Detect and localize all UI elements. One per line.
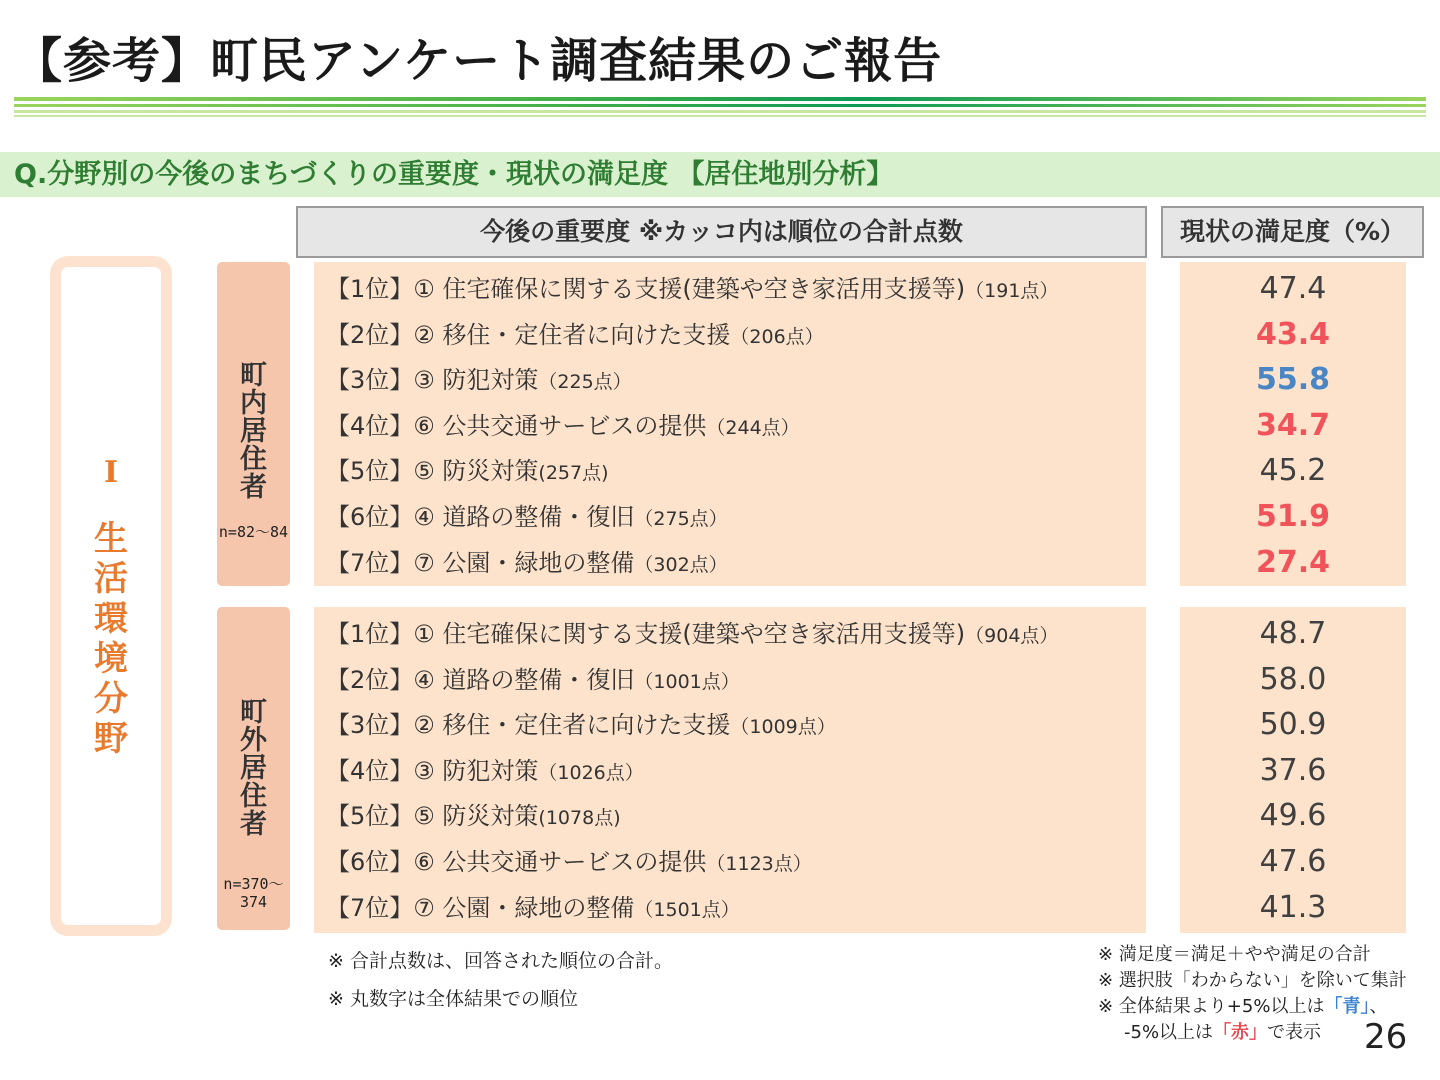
ranking-item-points: （275点） [634,508,728,530]
title-rule [14,115,1426,117]
ranking-item [326,839,812,885]
ranking-item [326,357,632,403]
group-label: 町 外 居 住 者 [240,697,267,840]
ranking-item-label: 【7位】⑦ 公園・緑地の整備 [326,548,635,577]
satisfaction-value: 41.3 [1259,889,1327,925]
title-rule [14,110,1426,113]
ranking-item-points: （1123点） [706,853,812,875]
ranking-item-label: 【3位】③ 防犯対策 [326,366,539,395]
field-label-box [50,256,172,936]
group-tab-out-of-town [217,607,290,930]
satisfaction-value: 47.4 [1259,271,1327,306]
note-exclusion: ※ 選択肢「わからない」を除いて集計 [1098,970,1407,991]
satisfaction-value: 37.6 [1259,752,1327,788]
page-number: 26 [1364,1017,1408,1057]
note-total-points: ※ 合計点数は、回答された順位の合計。 [328,950,673,972]
ranking-item [326,657,740,703]
sample-size: n=82～84 [218,523,289,541]
page-title: 【参考】町民アンケート調査結果のご報告 [14,33,943,89]
ranking-item-label: 【2位】④ 道路の整備・復旧 [326,665,635,694]
ranking-item-points: (257点) [538,462,609,485]
ranking-item-points: （244点） [706,416,800,439]
ranking-item-points: （904点） [965,625,1059,647]
satisfaction-value: 55.8 [1255,362,1331,398]
satisfaction-column-header: 現状の満足度（%） [1161,206,1424,258]
satisfaction-value: 34.7 [1255,407,1331,443]
ranking-item [326,611,1058,657]
ranking-item-points: （191点） [965,280,1059,302]
note-color-rule-2: -5%以上は「赤」で表示 [1124,1022,1322,1043]
satisfaction-value: 51.9 [1255,499,1331,534]
title-rule [14,97,1426,101]
satisfaction-value: 50.9 [1259,707,1327,743]
ranking-item [326,266,1058,312]
satisfaction-value: 43.4 [1255,316,1331,352]
ranking-item-label: 【5位】⑤ 防災対策 [326,802,539,831]
ranking-item-label: 【5位】⑤ 防災対策 [326,457,539,486]
ranking-item [326,403,800,449]
ranking-item-label: 【4位】⑥ 公共交通サービスの提供 [326,411,707,440]
note-circled-numbers: ※ 丸数字は全体結果での順位 [328,988,578,1010]
satisfaction-value: 49.6 [1259,798,1327,834]
ranking-item-label: 【1位】① 住宅確保に関する支援(建築や空き家活用支援等) [326,620,966,648]
ranking-item-points: （225点） [538,371,632,394]
group-label: 町 内 居 住 者 [240,360,267,503]
ranking-item-points: （1026点） [538,761,644,784]
ranking-panel-in-town [314,262,1146,586]
ranking-item-points: （1001点） [634,670,740,693]
ranking-item-points: （206点） [730,325,824,348]
ranking-item-label: 【4位】③ 防犯対策 [326,756,539,785]
satisfaction-value: 47.6 [1259,844,1327,879]
ranking-item-label: 【7位】⑦ 公園・緑地の整備 [326,893,635,922]
ranking-item [326,494,728,540]
satisfaction-panel-out-of-town [1180,607,1406,933]
ranking-item-points: （1501点） [634,898,740,921]
ranking-item-points: (1078点) [538,807,621,830]
note-satisfaction-definition: ※ 満足度＝満足＋やや満足の合計 [1098,944,1371,965]
field-number: Ⅰ [103,455,119,490]
ranking-item-label: 【6位】⑥ 公共交通サービスの提供 [326,848,707,876]
ranking-item [326,540,728,586]
ranking-item [326,702,836,748]
question-heading: Q.分野別の今後のまちづくりの重要度・現状の満足度 【居住地別分析】 [0,152,1440,197]
satisfaction-value: 48.7 [1259,616,1327,651]
satisfaction-value: 58.0 [1259,661,1327,697]
satisfaction-panel-in-town [1180,262,1406,586]
title-rule [14,104,1426,107]
ranking-item [326,312,824,358]
ranking-item [326,885,740,931]
ranking-panel-out-of-town [314,607,1146,933]
group-tab-in-town [217,262,290,586]
ranking-item-points: （1009点） [730,716,836,739]
ranking-item [326,793,621,839]
note-color-rule: ※ 全体結果より+5%以上は「青」、 [1098,996,1388,1017]
field-name: 生 活 環 境 分 野 [94,519,128,759]
ranking-item-points: （302点） [634,553,728,576]
ranking-item-label: 【6位】④ 道路の整備・復旧 [326,503,635,531]
importance-column-header: 今後の重要度 ※カッコ内は順位の合計点数 [296,206,1147,258]
ranking-item-label: 【3位】② 移住・定住者に向けた支援 [326,711,731,740]
satisfaction-value: 45.2 [1259,453,1327,489]
ranking-item-label: 【1位】① 住宅確保に関する支援(建築や空き家活用支援等) [326,275,966,303]
sample-size: n=370～ 374 [223,875,284,911]
satisfaction-value: 27.4 [1255,544,1331,580]
ranking-item [326,748,644,794]
ranking-item-label: 【2位】② 移住・定住者に向けた支援 [326,320,731,349]
ranking-item [326,448,609,494]
